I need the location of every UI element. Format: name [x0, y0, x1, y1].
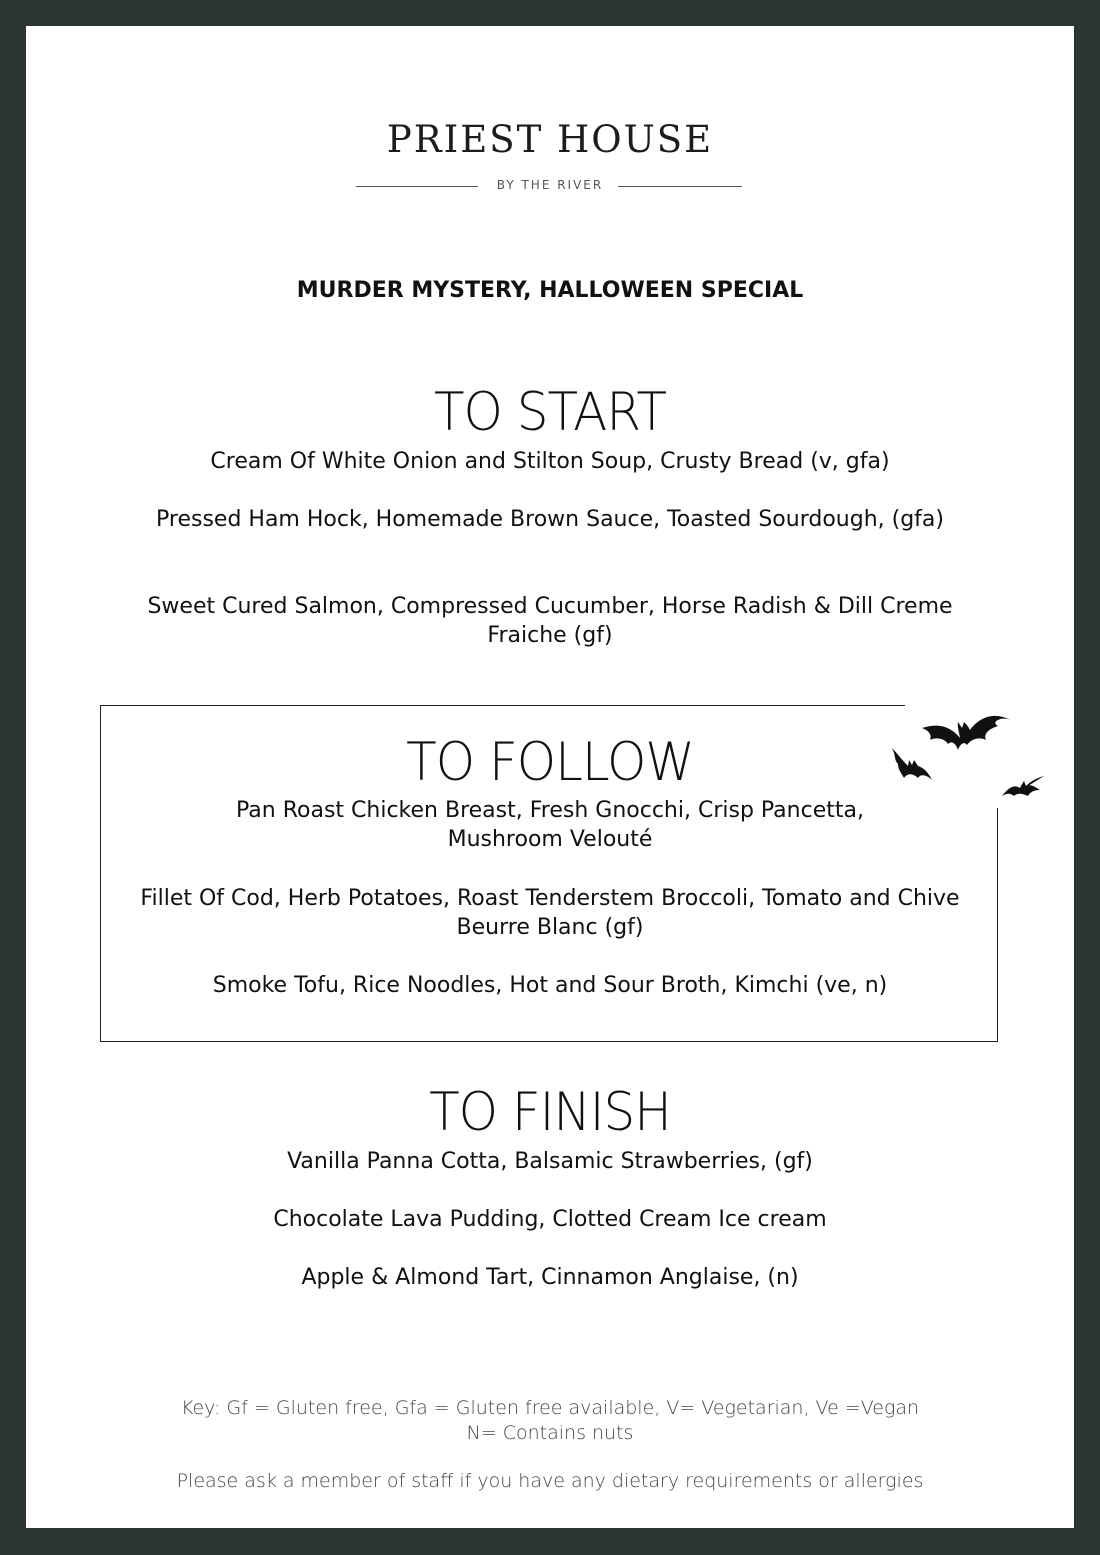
event-title: MURDER MYSTERY, HALLOWEEN SPECIAL — [296, 278, 804, 303]
dish-item: Pan Roast Chicken Breast, Fresh Gnocchi, Crisp Pancetta, Mushroom Velouté — [236, 798, 864, 852]
section-heading-start: TO START — [433, 381, 667, 443]
dish-item: Pressed Ham Hock, Homemade Brown Sauce, Toasted Sourdough, (gfa) — [156, 507, 944, 532]
brand-tagline: BY THE RIVER — [496, 178, 604, 192]
bat-icon — [922, 716, 1010, 750]
bat-icon — [892, 748, 932, 780]
allergy-note: Please ask a member of staff if you have any dietary requirements or allergies — [176, 1470, 924, 1492]
dish-item: Smoke Tofu, Rice Noodles, Hot and Sour Broth, Kimchi (ve, n) — [212, 973, 888, 998]
dish-item: Fillet Of Cod, Herb Potatoes, Roast Tenderstem Broccoli, Tomato and Chive Beurre Blanc (gf) — [140, 886, 960, 940]
bat-icon — [1002, 776, 1044, 796]
dietary-key-line: Key: Gf = Gluten free, Gfa = Gluten free available, V= Vegetarian, Ve =Vegan — [180, 1397, 920, 1419]
dish-item: Sweet Cured Salmon, Compressed Cucumber, Horse Radish & Dill Creme Fraiche (gf) — [147, 594, 953, 648]
dietary-key — [120, 1396, 980, 1446]
brand-name: PRIEST HOUSE — [386, 118, 714, 161]
section-heading-follow: TO FOLLOW — [406, 731, 694, 793]
section-heading-finish: TO FINISH — [429, 1081, 671, 1143]
dish-item: Vanilla Panna Cotta, Balsamic Strawberries, (gf) — [287, 1149, 813, 1174]
dietary-key-line: N= Contains nuts — [466, 1422, 634, 1444]
dish-item: Cream Of White Onion and Stilton Soup, Crusty Bread (v, gfa) — [210, 449, 890, 474]
dish-item: Apple & Almond Tart, Cinnamon Anglaise, (n) — [301, 1265, 799, 1290]
dish-item: Chocolate Lava Pudding, Clotted Cream Ice cream — [273, 1207, 827, 1232]
